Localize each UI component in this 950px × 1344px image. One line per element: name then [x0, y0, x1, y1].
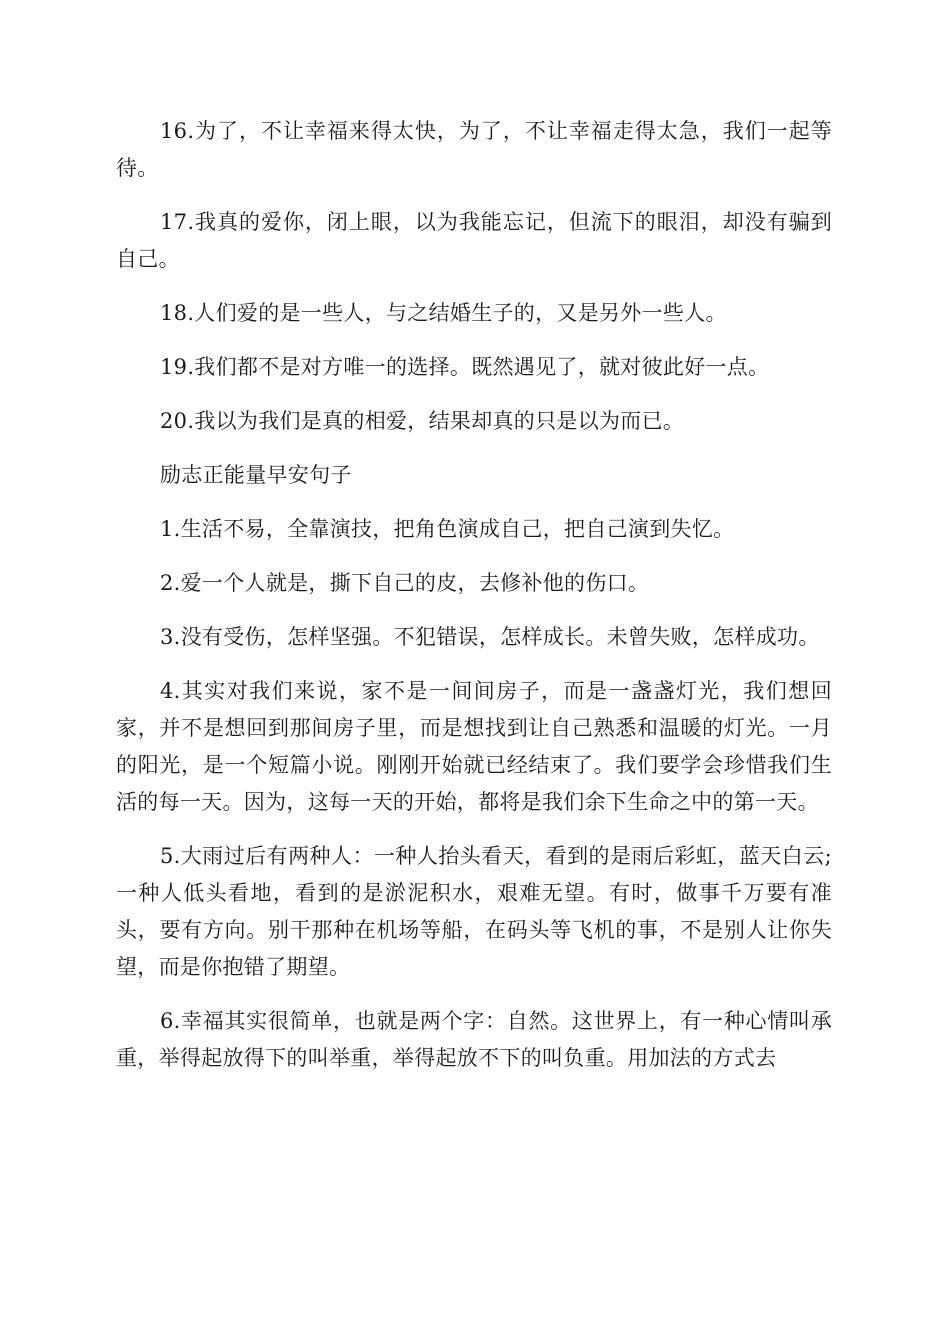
paragraph-6: 6.幸福其实很简单，也就是两个字：自然。这世界上，有一种心情叫承重，举得起放得下的叫举重，举得起放不下的叫负重。用加法的方式去	[116, 1009, 832, 1070]
paragraph-3: 3.没有受伤，怎样坚强。不犯错误，怎样成长。未曾失败，怎样成功。	[160, 625, 820, 649]
paragraph-17: 17.我真的爱你，闭上眼，以为我能忘记，但流下的眼泪，却没有骗到自己。	[116, 210, 832, 271]
paragraph-16: 16.为了，不让幸福来得太快，为了，不让幸福走得太急，我们一起等待。	[116, 119, 832, 180]
paragraph-20: 20.我以为我们是真的相爱，结果却真的只是以为而已。	[160, 409, 685, 433]
section-heading: 励志正能量早安句子	[160, 463, 352, 487]
document-body	[116, 113, 832, 1094]
paragraph-2: 2.爱一个人就是，撕下自己的皮，去修补他的伤口。	[160, 571, 650, 595]
paragraph-1: 1.生活不易，全靠演技，把角色演成自己，把自己演到失忆。	[160, 517, 735, 541]
paragraph-18: 18.人们爱的是一些人，与之结婚生子的，又是另外一些人。	[160, 301, 727, 325]
paragraph-19: 19.我们都不是对方唯一的选择。既然遇见了，就对彼此好一点。	[160, 355, 770, 379]
paragraph-4: 4.其实对我们来说，家不是一间间房子，而是一盏盏灯光，我们想回家，并不是想回到那间房子里，而是想找到让自己熟悉和温暖的灯光。一月的阳光，是一个短篇小说。刚刚开始就已经结束了。我们要学会珍惜我们生活的每一天。因为，这每一天的开始，都将是我们余下生命之中的第一天。	[116, 679, 832, 814]
paragraph-5: 5.大雨过后有两种人：一种人抬头看天，看到的是雨后彩虹，蓝天白云;一种人低头看地，看到的是淤泥积水，艰难无望。有时，做事千万要有准头，要有方向。别干那种在机场等船，在码头等飞机的事，不是别人让你失望，而是你抱错了期望。	[116, 844, 832, 979]
